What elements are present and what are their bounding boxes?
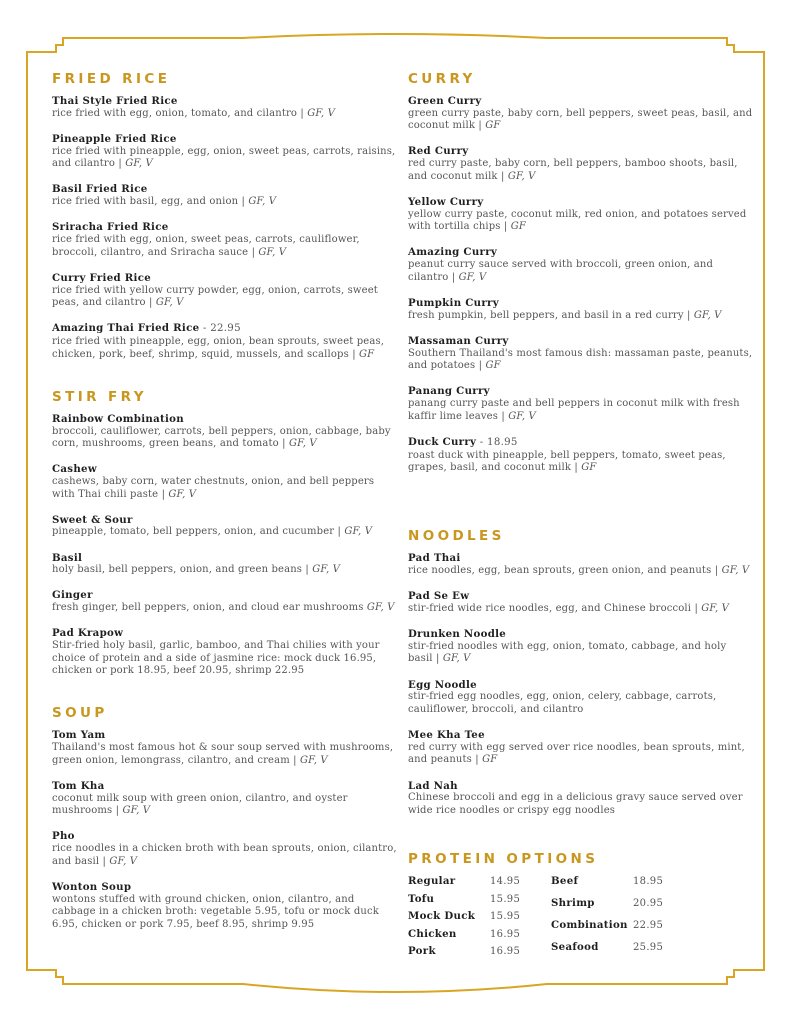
- menu-item-name: [52, 552, 397, 565]
- menu-item-title: Drunken Noodle: [408, 628, 507, 641]
- menu-item-name: [52, 413, 397, 426]
- menu-item-name: [408, 196, 753, 209]
- dietary-tags: GF: [485, 360, 501, 372]
- menu-item-name: [408, 552, 753, 565]
- menu-item-description: [408, 310, 753, 323]
- menu-item: [52, 221, 397, 259]
- menu-item-description: [408, 450, 753, 475]
- menu-item: [408, 385, 753, 423]
- menu-item: [408, 246, 753, 284]
- menu-item-desc-text: Thailand's most famous hot & sour soup served with mushrooms, green onion, lemongrass, cilantro, and cream |: [52, 742, 394, 766]
- dietary-tags: GF, V: [366, 602, 395, 614]
- menu-item-desc-text: fresh ginger, bell peppers, onion, and cloud ear mushrooms: [52, 602, 367, 614]
- menu-item-desc-text: holy basil, bell peppers, onion, and green beans |: [52, 564, 313, 576]
- protein-price: 14.95: [490, 876, 521, 887]
- menu-item-name: [408, 335, 753, 348]
- menu-item-title: Ginger: [52, 589, 93, 602]
- dietary-tags: GF, V: [721, 565, 750, 577]
- dietary-tags: GF: [359, 348, 375, 360]
- protein-name: Pork: [408, 945, 436, 957]
- section-soup: [52, 704, 397, 931]
- menu-item-description: [408, 108, 753, 133]
- dietary-tags: GF, V: [300, 754, 328, 766]
- menu-item-title: Basil Fried Rice: [52, 183, 148, 196]
- protein-price: 15.95: [490, 911, 521, 922]
- protein-column-1: [408, 875, 551, 959]
- menu-item-name: [52, 881, 397, 894]
- dietary-tags: GF, V: [289, 438, 317, 450]
- protein-price: 25.95: [633, 941, 664, 953]
- dietary-tags: GF, V: [344, 526, 373, 538]
- menu-item-title: Rainbow Combination: [52, 412, 184, 425]
- section-title-fried-rice: FRIED RICE: [52, 71, 171, 87]
- section-title-noodles: NOODLES: [408, 528, 505, 545]
- dietary-tags: GF, V: [307, 107, 335, 119]
- menu-item-description: [52, 108, 397, 121]
- menu-item-name: [408, 436, 753, 450]
- menu-item-name: [408, 246, 753, 259]
- menu-item-description: [408, 565, 753, 578]
- menu-item-description: [52, 196, 397, 209]
- menu-item-title: Green Curry: [408, 95, 482, 107]
- menu-item-desc-text: rice fried with pineapple, egg, onion, sweet peas, carrots, raisins, and cilantro |: [52, 145, 396, 170]
- menu-item: [52, 881, 397, 932]
- protein-name: Tofu: [408, 892, 435, 905]
- menu-item: [408, 679, 753, 717]
- menu-item-description: [52, 564, 397, 577]
- dietary-tags: GF, V: [248, 196, 277, 208]
- menu-item-desc-text: rice noodles, egg, bean sprouts, green onion, and peanuts |: [408, 565, 722, 577]
- menu-item-description: [52, 526, 397, 539]
- menu-item-name: [52, 322, 397, 336]
- menu-item-title: Yellow Curry: [408, 195, 484, 208]
- menu-item-desc-text: fresh pumpkin, bell peppers, and basil in a red curry |: [408, 309, 694, 321]
- menu-item: [408, 297, 753, 322]
- menu-item: [52, 552, 397, 577]
- menu-item: [408, 335, 753, 373]
- menu-item-description: [408, 603, 753, 616]
- menu-item-title: Sweet & Sour: [52, 513, 133, 526]
- menu-item-name: [408, 297, 753, 310]
- menu-item-title: Mee Kha Tee: [408, 729, 485, 742]
- protein-table: [408, 875, 753, 959]
- dietary-tags: GF, V: [168, 488, 197, 500]
- menu-item: [408, 628, 753, 666]
- menu-item-desc-text: rice fried with pineapple, egg, onion, bean sprouts, sweet peas, chicken, pork, beef, shrimp, squid, mussels, and scallops |: [52, 336, 385, 360]
- menu-item-title: Pho: [52, 830, 75, 843]
- menu-item-desc-text: panang curry paste and bell peppers in coconut milk with fresh kaffir lime leaves |: [408, 398, 740, 422]
- menu-item-desc-text: yellow curry paste, coconut milk, red onion, and potatoes served with tortilla chips |: [408, 208, 747, 233]
- menu-item-desc-text: green curry paste, baby corn, bell peppers, sweet peas, basil, and coconut milk |: [408, 107, 753, 132]
- menu-item-name: [408, 590, 753, 603]
- menu-item: [408, 729, 753, 767]
- menu-item-name: [52, 627, 397, 640]
- menu-item-title: Pineapple Fried Rice: [52, 132, 177, 145]
- menu-item: [408, 145, 753, 183]
- dietary-tags: GF, V: [258, 246, 287, 258]
- menu-item: [408, 436, 753, 475]
- menu-item: [408, 196, 753, 234]
- menu-item: [52, 830, 397, 868]
- menu-item-desc-text: rice fried with egg, onion, sweet peas, carrots, cauliflower, broccoli, cilantro, and Sriracha sauce |: [52, 234, 360, 258]
- menu-item: [408, 590, 753, 615]
- menu-item-description: [52, 476, 397, 501]
- menu-item-title: Massaman Curry: [408, 334, 509, 347]
- menu-item-title: Amazing Thai Fried Rice: [52, 322, 200, 335]
- section-fried-rice: [52, 70, 397, 361]
- menu-item-name: [408, 729, 753, 742]
- protein-price: 18.95: [633, 876, 664, 887]
- menu-item-name: [52, 183, 397, 196]
- menu-item-price: - 18.95: [476, 436, 518, 448]
- dietary-tags: GF, V: [122, 805, 151, 817]
- menu-item-desc-text: rice fried with egg, onion, tomato, and cilantro |: [52, 107, 308, 119]
- menu-item-title: Amazing Curry: [408, 246, 498, 259]
- menu-item-title: Egg Noodle: [408, 678, 477, 691]
- menu-item-name: [52, 95, 397, 108]
- menu-item-desc-text: wontons stuffed with ground chicken, onion, cilantro, and cabbage in a chicken broth: vegetable 5.95, tofu or mock duck 6.95, chicken or pork 7.95, beef 8.95, shrimp 9.95: [52, 893, 379, 930]
- menu-item: [408, 780, 753, 818]
- menu-item-desc-text: Chinese broccoli and egg in a delicious gravy sauce served over wide rice noodles or crispy egg noodles: [408, 792, 743, 816]
- dietary-tags: GF, V: [701, 602, 729, 614]
- protein-name: Seafood: [551, 940, 599, 953]
- menu-item: [52, 589, 397, 614]
- menu-item-desc-text: roast duck with pineapple, bell peppers, tomato, sweet peas, grapes, basil, and coconut milk |: [408, 449, 726, 474]
- menu-item-description: [52, 285, 397, 310]
- menu-item-title: Pad Se Ew: [408, 590, 470, 603]
- menu-item: [408, 95, 753, 133]
- menu-item-description: [52, 336, 397, 361]
- menu-item: [52, 627, 397, 678]
- menu-item-name: [52, 221, 397, 234]
- menu-item-name: [52, 514, 397, 527]
- left-column: [52, 70, 397, 944]
- dietary-tags: GF, V: [442, 653, 471, 665]
- section-noodles: [408, 527, 753, 817]
- menu-item-title: Duck Curry: [408, 435, 477, 448]
- section-title-protein: PROTEIN OPTIONS: [408, 851, 599, 867]
- menu-item-title: Red Curry: [408, 145, 469, 158]
- menu-item-desc-text: rice fried with basil, egg, and onion |: [52, 196, 249, 208]
- menu-item-title: Pad Krapow: [52, 627, 124, 640]
- protein-name: Beef: [551, 875, 579, 887]
- dietary-tags: GF, V: [155, 297, 184, 309]
- section-title-soup: SOUP: [52, 705, 108, 722]
- menu-item-name: [52, 272, 397, 285]
- menu-item-desc-text: peanut curry sauce served with broccoli, green onion, and cilantro |: [408, 259, 714, 283]
- menu-item-title: Tom Yam: [52, 729, 106, 742]
- protein-name: Regular: [408, 875, 456, 887]
- menu-item-price: - 22.95: [199, 323, 241, 335]
- menu-item-desc-text: rice fried with yellow curry powder, egg, onion, carrots, sweet peas, and cilantro |: [52, 284, 378, 309]
- menu-item-title: Thai Style Fried Rice: [52, 95, 178, 107]
- protein-price: 16.95: [490, 946, 521, 957]
- menu-item-name: [52, 463, 397, 476]
- protein-name: Shrimp: [551, 896, 595, 909]
- menu-item-description: [52, 426, 397, 451]
- menu-item-desc-text: broccoli, cauliflower, carrots, bell peppers, onion, cabbage, baby corn, mushrooms, green beans, and tomato |: [52, 425, 391, 450]
- menu-item-desc-text: Southern Thailand's most famous dish: massaman paste, peanuts, and potatoes |: [408, 347, 753, 372]
- menu-item-desc-text: red curry paste, baby corn, bell peppers, bamboo shoots, basil, and coconut milk |: [408, 158, 738, 182]
- protein-column-2: [551, 875, 694, 959]
- menu-item-description: [52, 742, 397, 767]
- menu-item-desc-text: cashews, baby corn, water chestnuts, onion, and bell peppers with Thai chili paste |: [52, 476, 375, 500]
- menu-item-description: [408, 158, 753, 183]
- menu-item-title: Curry Fried Rice: [52, 271, 151, 284]
- menu-item-name: [408, 628, 753, 641]
- dietary-tags: GF: [482, 754, 498, 766]
- menu-item-description: [52, 234, 397, 259]
- menu-item-title: Basil: [52, 551, 83, 564]
- menu-item-description: [52, 793, 397, 818]
- menu-item-desc-text: stir-fried egg noodles, egg, onion, celery, cabbage, carrots, cauliflower, broccoli, and cilantro: [408, 691, 717, 715]
- menu-item-description: [52, 640, 397, 678]
- menu-item-desc-text: red curry with egg served over rice noodles, bean sprouts, mint, and peanuts |: [408, 741, 745, 766]
- menu-item-title: Tom Kha: [52, 779, 105, 792]
- protein-name: Chicken: [408, 927, 457, 940]
- menu-item-name: [52, 830, 397, 843]
- menu-item-description: [408, 348, 753, 373]
- dietary-tags: GF, V: [109, 855, 138, 867]
- menu-item: [52, 183, 397, 208]
- dietary-tags: GF, V: [693, 309, 722, 321]
- menu-item-desc-text: stir-fried noodles with egg, onion, tomato, cabbage, and holy basil |: [408, 640, 727, 665]
- section-curry: [408, 70, 753, 475]
- menu-item: [52, 514, 397, 539]
- section-stir-fry: [52, 388, 397, 678]
- menu-item-name: [408, 95, 753, 108]
- menu-item-desc-text: coconut milk soup with green onion, cilantro, and oyster mushrooms |: [52, 792, 348, 817]
- dietary-tags: GF, V: [508, 410, 536, 422]
- menu-item: [52, 729, 397, 767]
- menu-item-name: [408, 145, 753, 158]
- dietary-tags: GF: [510, 221, 527, 233]
- protein-price: 22.95: [633, 919, 664, 931]
- section-title-stir-fry: STIR FRY: [52, 388, 147, 405]
- protein-price: 15.95: [490, 893, 521, 905]
- menu-item: [52, 133, 397, 171]
- menu-item-desc-text: pineapple, tomato, bell peppers, onion, and cucumber |: [52, 526, 345, 538]
- dietary-tags: GF, V: [312, 564, 340, 576]
- menu-item-title: Wonton Soup: [52, 880, 132, 893]
- menu-item-desc-text: Stir-fried holy basil, garlic, bamboo, and Thai chilies with your choice of protein and a side of jasmine rice: mock duck 16.95, chicken or pork 18.95, beef 20.95, shrimp 22.95: [52, 640, 380, 677]
- menu-item-description: [52, 602, 397, 615]
- protein-name: Combination: [551, 918, 628, 931]
- menu-item-description: [408, 209, 753, 234]
- menu-item-description: [52, 843, 397, 868]
- menu-item: [52, 413, 397, 451]
- section-title-curry: CURRY: [408, 71, 476, 87]
- menu-item-name: [408, 679, 753, 692]
- dietary-tags: GF, V: [458, 271, 487, 283]
- menu-item-name: [408, 780, 753, 793]
- dietary-tags: GF, V: [507, 170, 536, 182]
- protein-name: Mock Duck: [408, 910, 476, 922]
- right-column: [408, 70, 753, 959]
- menu-item-name: [52, 780, 397, 793]
- menu-item: [52, 322, 397, 361]
- menu-item-description: [408, 792, 753, 817]
- menu-item-name: [52, 133, 397, 146]
- menu-item-name: [408, 385, 753, 398]
- menu-item-description: [408, 691, 753, 716]
- menu-item-title: Pumpkin Curry: [408, 296, 499, 309]
- menu-item-description: [408, 259, 753, 284]
- menu-item-description: [52, 146, 397, 171]
- menu-item: [408, 552, 753, 577]
- menu-item-description: [408, 641, 753, 666]
- menu-item: [52, 780, 397, 818]
- menu-item-name: [52, 589, 397, 602]
- protein-price: 16.95: [490, 928, 521, 940]
- dietary-tags: GF, V: [125, 158, 153, 170]
- menu-item-title: Sriracha Fried Rice: [52, 221, 169, 234]
- menu-item-title: Panang Curry: [408, 385, 490, 398]
- menu-item-desc-text: rice noodles in a chicken broth with bean sprouts, onion, cilantro, and basil |: [52, 843, 397, 867]
- section-protein-options: [408, 850, 753, 959]
- dietary-tags: GF: [581, 462, 597, 474]
- menu-item: [52, 272, 397, 310]
- protein-price: 20.95: [633, 897, 664, 909]
- dietary-tags: GF: [485, 120, 501, 132]
- menu-item: [52, 95, 397, 120]
- menu-item-title: Lad Nah: [408, 779, 458, 792]
- menu-item-description: [52, 894, 397, 932]
- menu-item-title: Cashew: [52, 463, 97, 476]
- menu-item-desc-text: stir-fried wide rice noodles, egg, and Chinese broccoli |: [408, 602, 702, 614]
- menu-item-name: [52, 729, 397, 742]
- menu-item: [52, 463, 397, 501]
- menu-item-description: [408, 398, 753, 423]
- menu-item-description: [408, 742, 753, 767]
- menu-item-title: Pad Thai: [408, 552, 461, 565]
